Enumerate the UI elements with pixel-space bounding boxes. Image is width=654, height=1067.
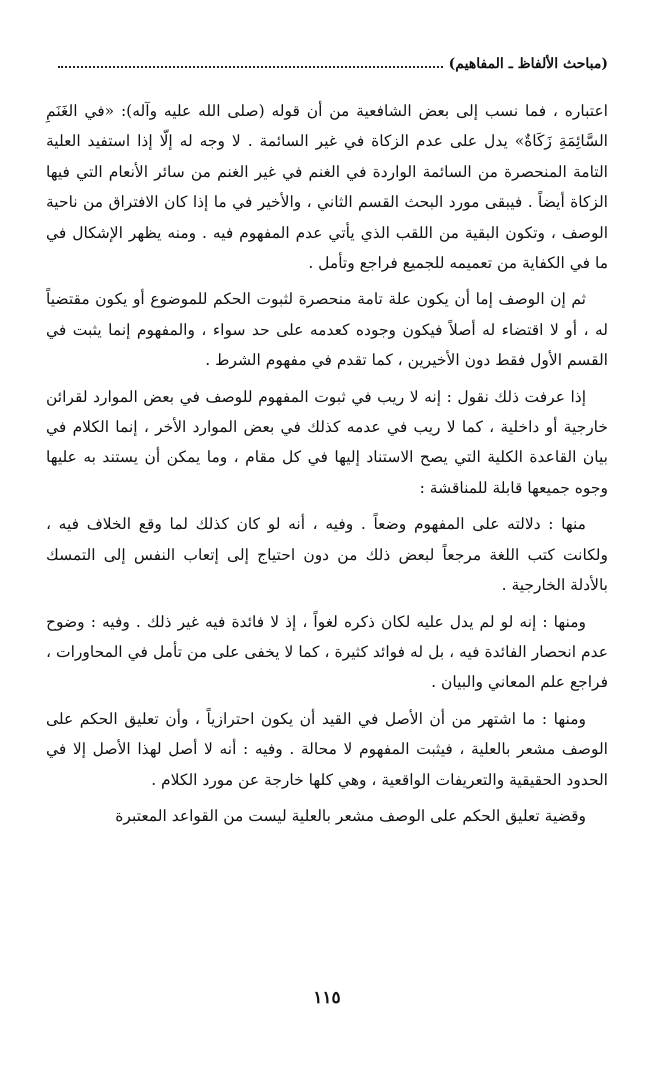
page-number: ١١٥ (313, 988, 341, 1008)
running-header (58, 52, 608, 76)
paragraph: ومنها : ما اشتهر من أن الأصل في القيد أن يكون احترازياً ، وأن تعليق الحكم على الوصف مشعر بالعلية ، فيثبت المفهوم لا محالة . وفيه : أنه لا أصل لهذا الأصل إلا في الحدود الحقيقية والتعريفات الواقعية ، وهي كلها خارجة عن مورد الكلام . (46, 709, 608, 789)
paragraph: إذا عرفت ذلك نقول : إنه لا ريب في ثبوت المفهوم للوصف في بعض الموارد لقرائن خارجية أو داخلية ، كما لا ريب في عدمه كذلك في بعض الموارد الأخر ، إنما الكلام في بيان القاعدة الكلية التي يصح الاستناد إليها في كل مقام ، وما يمكن أن يستند به عليها وجوه جميعها قابلة للمناقشة : (46, 387, 608, 497)
paragraph: وقضية تعليق الحكم على الوصف مشعر بالعلية ليست من القواعد المعتبرة (115, 806, 586, 825)
paragraph: ومنها : إنه لو لم يدل عليه لكان ذكره لغواً ، إذ لا فائدة فيه غير ذلك . وفيه : وضوح عدم انحصار الفائدة فيه ، بل له فوائد كثيرة ، كما لا يخفى على من تأمل في المحاورات ، فراجع علم المعاني والبيان . (46, 612, 608, 692)
paragraph: منها : دلالته على المفهوم وضعاً . وفيه ، أنه لو كان كذلك لما وقع الخلاف فيه ، ولكانت كتب اللغة مرجعاً لبعض ذلك من دون احتياج إلى إتعاب النفس إلى التمسك بالأدلة الخارجية . (46, 515, 608, 595)
body-text (46, 96, 608, 837)
running-title: (مباحث الألفاظ ـ المفاهيم) (448, 56, 608, 72)
dot-leader-divider (58, 66, 443, 68)
paragraph: اعتباره ، فما نسب إلى بعض الشافعية من أن قوله (صلى الله عليه وآله): «في الغَنَمِ السَّائِمَةِ زَكَاةٌ» يدل على عدم الزكاة في غير السائمة . لا وجه له إلّا إذا استفيد العلية التامة المنحصرة من السائمة الواردة في الغنم في غير الغنم من سائر الأنعام التي فيها الزكاة أيضاً . فيبقى مورد البحث القسم الثاني ، والأخير في ما إذا كان الافتراق من ناحية الوصف ، وتكون البقية من اللقب الذي يأتي عدم المفهوم فيه . ومنه يظهر الإشكال في ما في الكفاية من تعميمه للجميع فراجع وتأمل . (46, 102, 608, 273)
paragraph: ثم إن الوصف إما أن يكون علة تامة منحصرة لثبوت الحكم للموضوع أو يكون مقتضياً له ، أو لا اقتضاء له أصلاً فيكون وجوده كعدمه على حد سواء ، والمفهوم إنما يثبت في القسم الأول فقط دون الأخيرين ، كما تقدم في مفهوم الشرط . (46, 290, 608, 370)
